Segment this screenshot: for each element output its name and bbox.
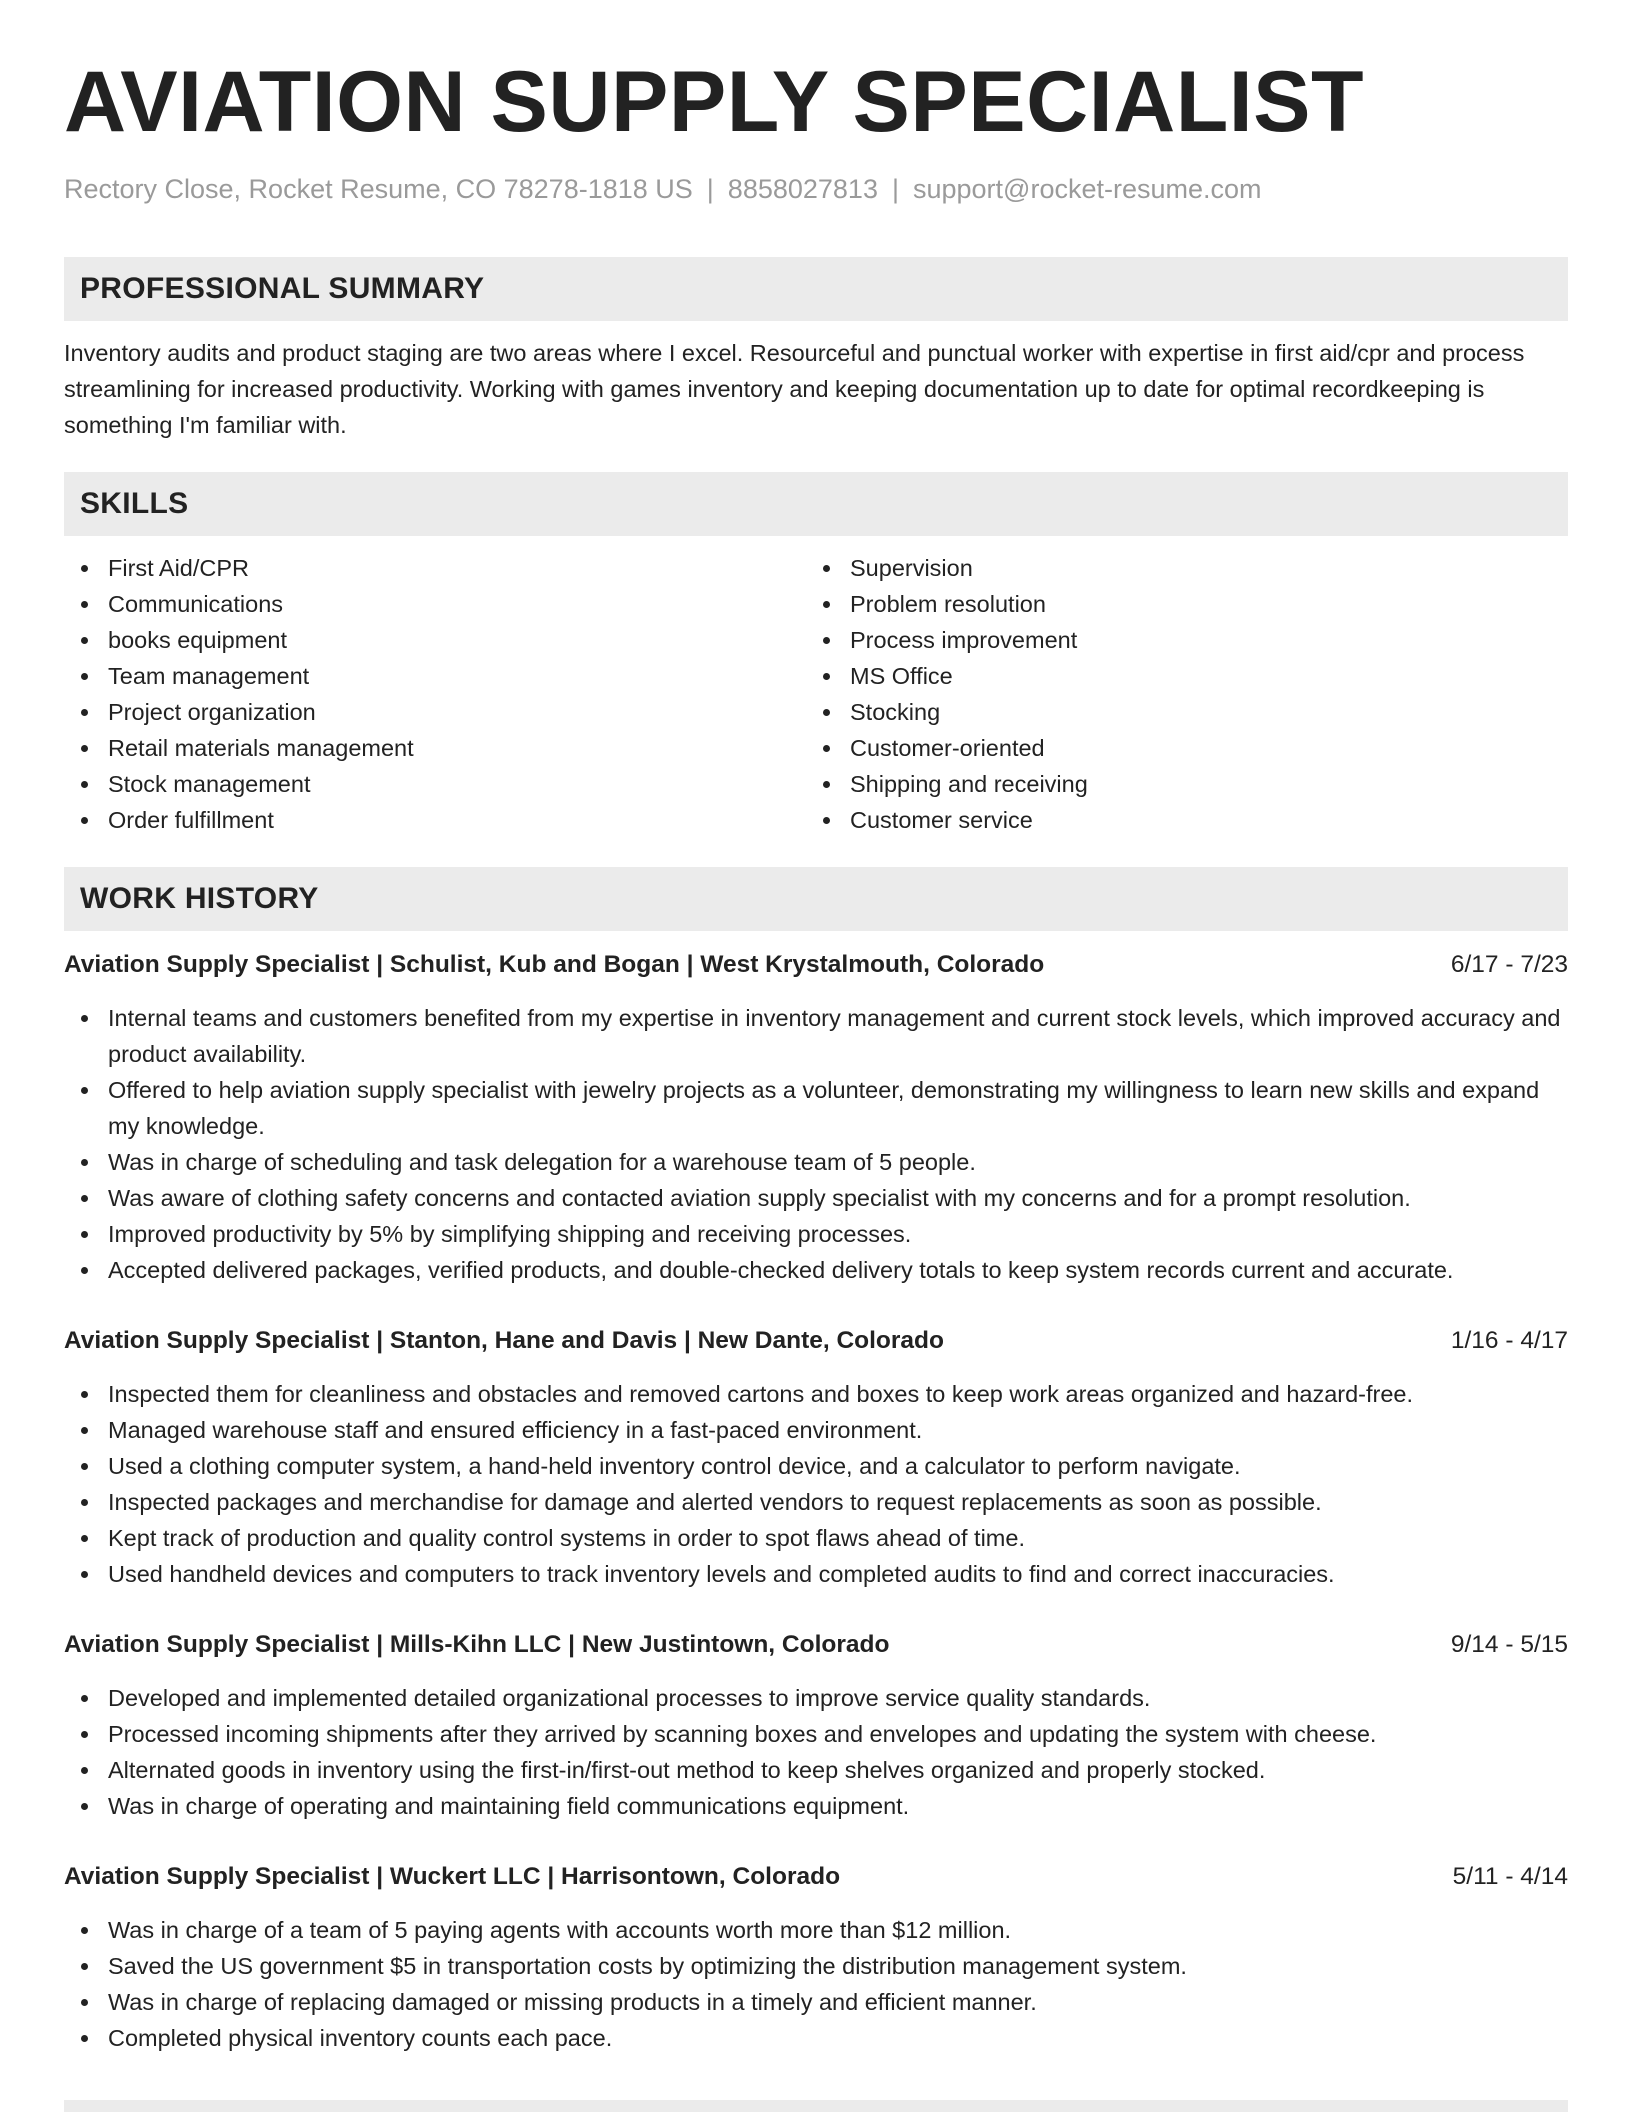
skills-heading: SKILLS [64,472,1568,536]
skill-item: Communications [64,586,806,622]
skills-list [64,550,1568,838]
skill-item: Order fulfillment [64,802,806,838]
next-section-heading-bar [64,2100,1568,2112]
job-bullet: Alternated goods in inventory using the first-in/first-out method to keep shelves organized and properly stocked. [64,1752,1568,1788]
skills-column-right [806,550,1548,838]
job-dates: 1/16 - 4/17 [1450,1327,1568,1354]
contact-line [64,172,1568,206]
job-header [64,1323,1568,1359]
resume-name: AVIATION SUPPLY SPECIALIST [64,54,1365,150]
job-title: Aviation Supply Specialist | Mills-Kihn LLC | New Justintown, Colorado [64,1631,890,1658]
job-bullet: Completed physical inventory counts each pace. [64,2020,1568,2056]
job-bullet: Accepted delivered packages, verified products, and double-checked delivery totals to keep system records current and accurate. [64,1252,1568,1288]
job-bullets [64,1376,1568,1592]
skill-item: Supervision [806,550,1548,586]
job-entry [64,1323,1568,1592]
job-bullet: Was in charge of replacing damaged or missing products in a timely and efficient manner. [64,1984,1568,2020]
job-dates: 9/14 - 5/15 [1450,1631,1568,1658]
job-bullets [64,1000,1568,1288]
job-bullet: Inspected packages and merchandise for damage and alerted vendors to request replacements as soon as possible. [64,1484,1568,1520]
skill-item: Customer service [806,802,1548,838]
summary-heading: PROFESSIONAL SUMMARY [64,257,1568,321]
job-bullet: Used a clothing computer system, a hand-held inventory control device, and a calculator to perform navigate. [64,1448,1568,1484]
job-header [64,947,1568,983]
skill-item: First Aid/CPR [64,550,806,586]
job-bullet: Was in charge of scheduling and task delegation for a warehouse team of 5 people. [64,1144,1568,1180]
job-entry [64,947,1568,1288]
skill-item: Retail materials management [64,730,806,766]
job-dates: 6/17 - 7/23 [1450,951,1568,978]
skill-item: Customer-oriented [806,730,1548,766]
contact-address: Rectory Close, Rocket Resume, CO 78278-1818 US [64,174,693,204]
contact-phone: 8858027813 [727,174,878,204]
job-header [64,1859,1568,1895]
skill-item: Stocking [806,694,1548,730]
job-bullet: Improved productivity by 5% by simplifying shipping and receiving processes. [64,1216,1568,1252]
job-bullet: Inspected them for cleanliness and obstacles and removed cartons and boxes to keep work areas organized and hazard-free. [64,1376,1568,1412]
job-bullet: Was in charge of operating and maintaining field communications equipment. [64,1788,1568,1824]
job-bullet: Offered to help aviation supply specialist with jewelry projects as a volunteer, demonstrating my willingness to learn new skills and expand my knowledge. [64,1072,1568,1144]
job-bullet: Kept track of production and quality control systems in order to spot flaws ahead of time. [64,1520,1568,1556]
skills-column-left [64,550,806,838]
job-entry [64,1859,1568,2056]
job-header [64,1627,1568,1663]
work-history-heading: WORK HISTORY [64,867,1568,931]
job-title: Aviation Supply Specialist | Wuckert LLC | Harrisontown, Colorado [64,1863,841,1890]
job-bullets [64,1680,1568,1824]
job-bullet: Processed incoming shipments after they arrived by scanning boxes and envelopes and updating the system with cheese. [64,1716,1568,1752]
summary-text: Inventory audits and product staging are two areas where I excel. Resourceful and punctual worker with expertise in first aid/cpr and process streamlining for increased productivity. Working with games inventory and keeping documentation up to date for optimal recordkeeping is something I'm familiar with. [64,340,1525,438]
job-dates: 5/11 - 4/14 [1452,1863,1568,1890]
skill-item: Shipping and receiving [806,766,1548,802]
resume-page [64,0,1568,2056]
job-bullet: Saved the US government $5 in transportation costs by optimizing the distribution management system. [64,1948,1568,1984]
job-bullet: Managed warehouse staff and ensured efficiency in a fast-paced environment. [64,1412,1568,1448]
contact-email: support@rocket-resume.com [912,174,1262,204]
skill-item: Project organization [64,694,806,730]
skill-item: Problem resolution [806,586,1548,622]
contact-separator: | [891,174,899,204]
skill-item: MS Office [806,658,1548,694]
job-bullet: Was aware of clothing safety concerns and contacted aviation supply specialist with my concerns and for a prompt resolution. [64,1180,1568,1216]
job-title: Aviation Supply Specialist | Schulist, Kub and Bogan | West Krystalmouth, Colorado [64,951,1045,978]
skill-item: Team management [64,658,806,694]
skill-item: books equipment [64,622,806,658]
job-title: Aviation Supply Specialist | Stanton, Hane and Davis | New Dante, Colorado [64,1327,944,1354]
skill-item: Stock management [64,766,806,802]
job-bullet: Internal teams and customers benefited from my expertise in inventory management and current stock levels, which improved accuracy and product availability. [64,1000,1568,1072]
job-bullet: Used handheld devices and computers to track inventory levels and completed audits to find and correct inaccuracies. [64,1556,1568,1592]
contact-separator: | [706,174,714,204]
job-bullets [64,1912,1568,2056]
job-bullet: Developed and implemented detailed organizational processes to improve service quality standards. [64,1680,1568,1716]
job-entry [64,1627,1568,1824]
job-bullet: Was in charge of a team of 5 paying agents with accounts worth more than $12 million. [64,1912,1568,1948]
skill-item: Process improvement [806,622,1548,658]
